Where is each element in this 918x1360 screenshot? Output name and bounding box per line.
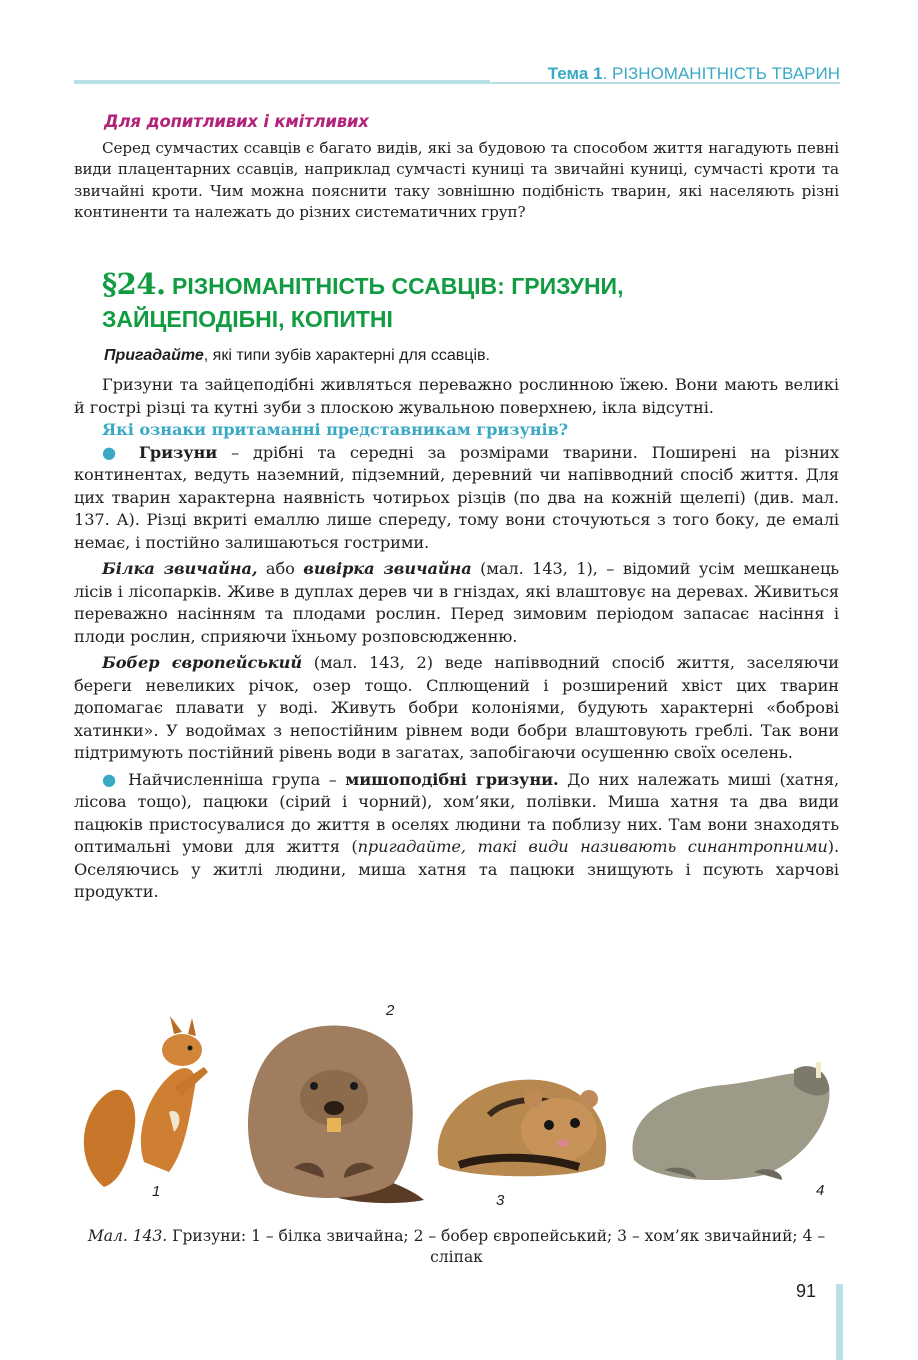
term-squirrel: Білка звичайна,: [102, 559, 258, 578]
caption-text: Гризуни: 1 – білка звичайна; 2 – бобер європейський; 3 – хом’як звичайний; 4 – сліпак: [167, 1227, 826, 1266]
paragraph-mice-end: ). Оселяючись у житлі людини, миша хатня та пацюки знищують і псують харчові продукти.: [74, 837, 839, 901]
topic-title: . РІЗНОМАНІТНІСТЬ ТВАРИН: [602, 64, 840, 83]
term-beaver: Бобер європейський: [102, 653, 302, 672]
bullet-icon: ●: [102, 769, 120, 789]
topic-label: Тема 1: [547, 64, 603, 83]
bullet-icon: ●: [102, 442, 125, 462]
paragraph-intro: Гризуни та зайцеподібні живляться переважно рослинною їжею. Вони мають великі й гострі різці та кутні зуби з плоскою жувальною поверхнею, ікла відсутні.: [74, 375, 839, 417]
curious-box-text: [74, 138, 839, 224]
page-number: 91: [796, 1281, 817, 1301]
paragraph-mice-start: Найчисленніша група –: [119, 769, 346, 789]
question-heading: Які ознаки притаманні представникам гризунів?: [102, 420, 569, 439]
paragraph-squirrel: [74, 558, 839, 648]
page-edge-bar: [836, 1284, 843, 1360]
body-text: [74, 374, 839, 908]
figure-label-1: 1: [152, 1183, 161, 1200]
beaver-icon: [234, 1018, 434, 1208]
paragraph-squirrel-text: (мал. 143, 1), – відомий усім мешканець лісів і лісопарків. Живе в дуплах дерев чи в гніздах, які влаштовує на деревах. Живиться переважно насінням та плодами рослин. Перед зимовим періодом запасає насіння і плоди рослин, сприяючи їхньому розповсюдженню.: [74, 559, 840, 646]
section-title: [102, 268, 832, 336]
running-header: [548, 64, 840, 84]
term-squirrel-alt: вивірка звичайна: [303, 559, 472, 578]
figure-label-3: 3: [496, 1192, 505, 1209]
connector-text: або: [257, 559, 304, 578]
header-rule: [74, 80, 490, 84]
figure-label-4: 4: [816, 1182, 825, 1199]
paragraph-rodents: [74, 442, 839, 555]
figure-label-2: 2: [386, 1002, 395, 1019]
curious-paragraph: Серед сумчастих ссавців є багато видів, які за будовою та способом життя нагадують певні види плацентарних ссавців, наприклад сумчасті куниці та звичайні куниці, сумчасті кроти та звичайні кроти. Чим можна пояснити таку зовнішню подібність тварин, які населяють різні континенти та належать до різних систематичних груп?: [74, 139, 839, 222]
curious-box-title: Для допитливих і кмітливих: [104, 112, 369, 131]
squirrel-icon: [74, 1012, 234, 1192]
figure-caption: [74, 1226, 839, 1268]
paragraph-beaver: [74, 652, 839, 765]
figure-143: [74, 1000, 844, 1220]
paragraph-rodents-text: – дрібні та середні за розмірами тварини. Поширені на різних континентах, ведуть наземний, підземний, деревний чи напівводний спосіб життя. Для цих тварин характерна наявність чотирьох різців (по два на кожній щелепі) (див. мал. 137. А). Різці вкриті емаллю лише спереду, тому вони сточуються з того боку, де емалі немає, і постійно залишаються гострими.: [74, 442, 840, 552]
paragraph-mice-mid: До них належать миші (хатня, лісова тощо), пацюки (сірий і чорний), хом’яки, полівки. Миша хатня та два види пацюків пристосувалися до життя в оселях людини та поблизу них. Там вони знаходять оптимальні умови для життя (: [74, 769, 840, 856]
paragraph-mice: [74, 769, 839, 904]
section-title-line1: РІЗНОМАНІТНІСТЬ ССАВЦІВ: ГРИЗУНИ,: [172, 273, 624, 299]
remember-prompt: [104, 347, 490, 365]
synanthropic-note: пригадайте, такі види називають синантропними: [357, 837, 828, 856]
term-mice: мишоподібні гризуни.: [345, 769, 559, 789]
remember-bold: Пригадайте: [104, 347, 204, 364]
term-rodents: Гризуни: [138, 442, 218, 462]
hamster-icon: [429, 1055, 619, 1185]
remember-rest: , які типи зубів характерні для ссавців.: [203, 347, 490, 364]
section-number: §24.: [102, 267, 166, 301]
section-title-line2: ЗАЙЦЕПОДІБНІ, КОПИТНІ: [102, 306, 393, 332]
mole-rat-icon: [624, 1040, 834, 1190]
caption-label: Мал. 143.: [87, 1227, 168, 1245]
paragraph-beaver-text: (мал. 143, 2) веде напівводний спосіб життя, заселяючи береги невеликих річок, озер тощо. Сплющений і розширений хвіст цих тварин допомагає плавати у воді. Живуть бобри колоніями, будують характерні «боброві хатинки». У водоймах з непостійним рівнем води бобри влаштовують греблі. Так вони підтримують постійний рівень води в загатах, запобігаючи осушенню своїх оселень.: [74, 653, 839, 762]
